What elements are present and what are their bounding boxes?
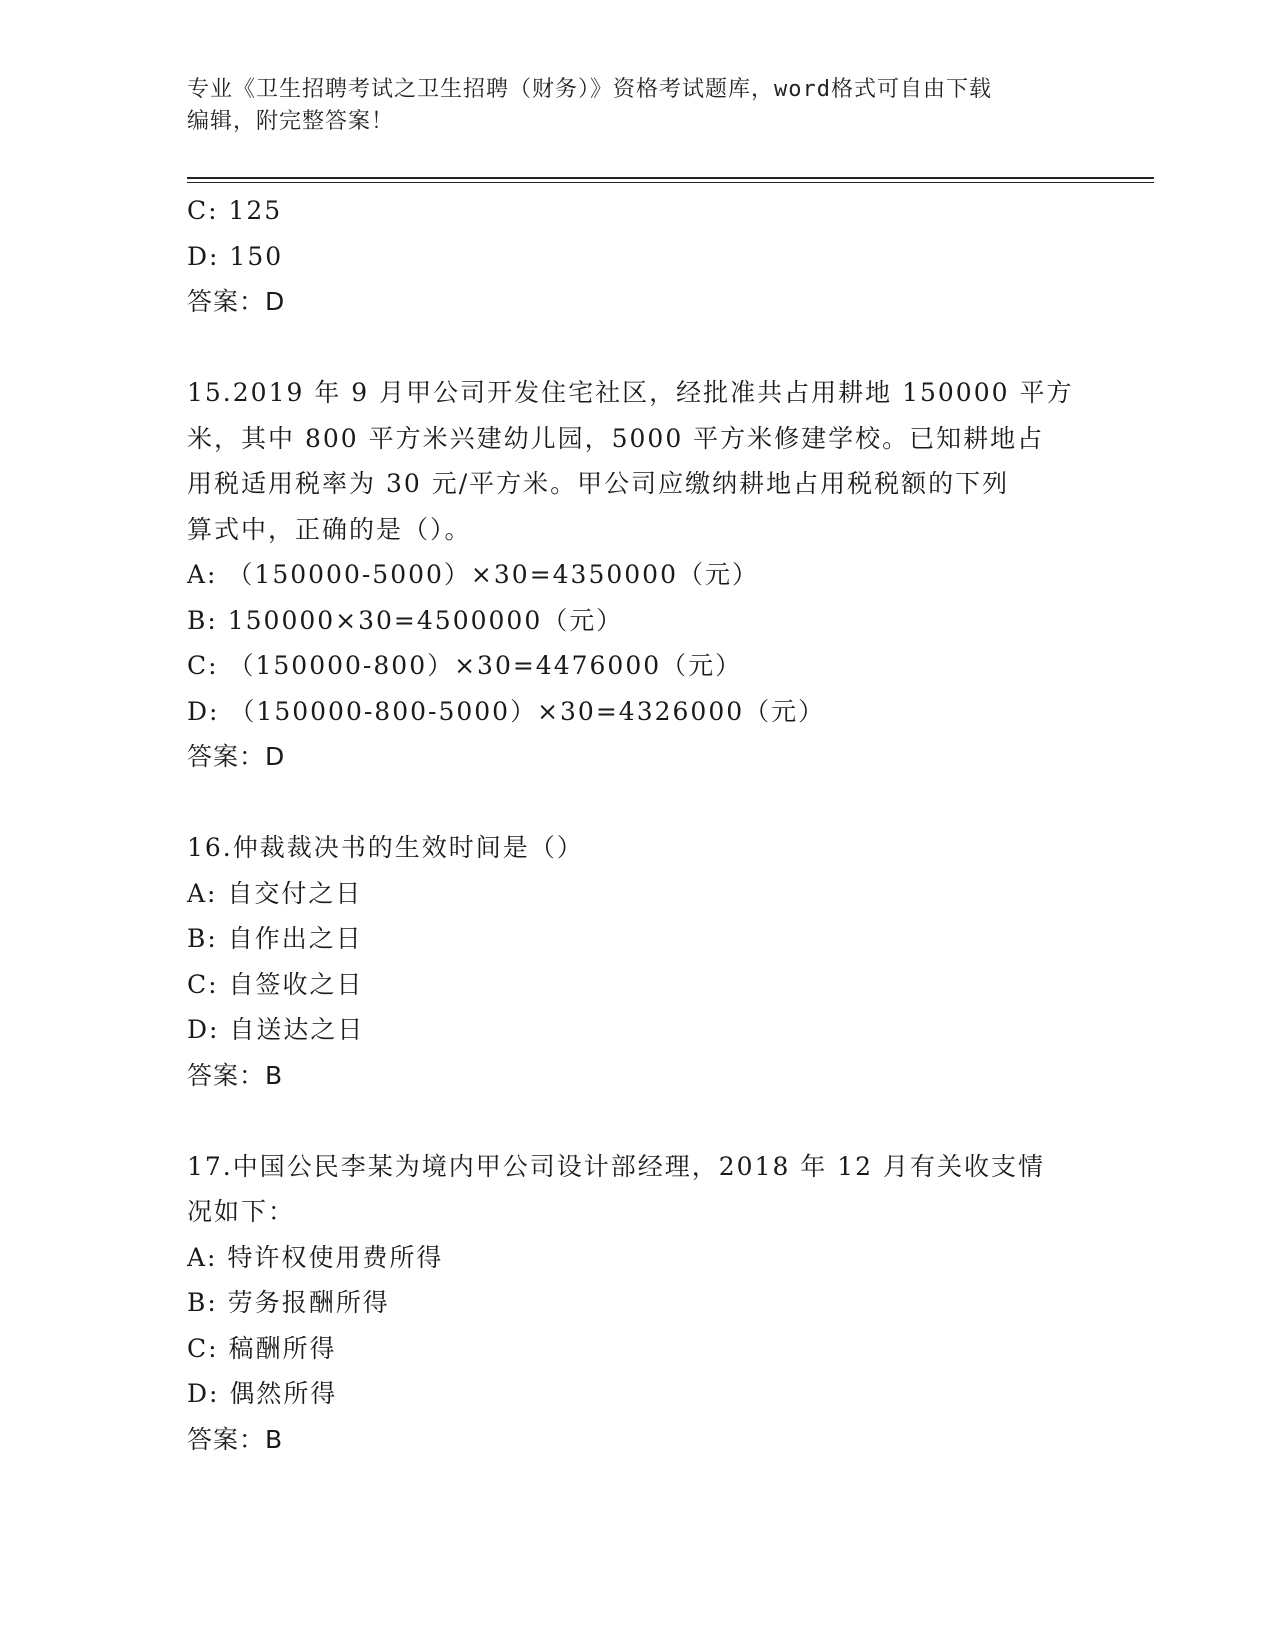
header-line-1: 专业《卫生招聘考试之卫生招聘（财务）》资格考试题库，word格式可自由下载	[187, 77, 992, 102]
option-c: C: 自签收之日	[187, 969, 364, 999]
question-17	[187, 1144, 1087, 1463]
option-c: C: 稿酬所得	[187, 1333, 337, 1363]
question-stem-line: 15.2019 年 9 月甲公司开发住宅社区，经批准共占用耕地 150000 平方	[187, 378, 1074, 407]
answer-line: 答案：B	[187, 1060, 284, 1090]
option-b: B: 150000×30=4500000（元）	[187, 605, 624, 635]
question-list	[187, 188, 1087, 1462]
question-stem-line: 16.仲裁裁决书的生效时间是（）	[187, 833, 584, 862]
spacer	[187, 325, 1087, 371]
option-b: B: 劳务报酬所得	[187, 1288, 390, 1317]
header-divider-thin	[187, 182, 1154, 183]
option-d: D: （150000-800-5000）×30=4326000（元）	[187, 696, 826, 726]
header-divider-thick	[187, 177, 1154, 179]
answer-line: 答案：B	[187, 1424, 284, 1454]
page-header	[187, 74, 1067, 138]
option-c: C: 125	[187, 196, 283, 225]
prev-question	[187, 188, 1087, 325]
question-stem-line: 况如下：	[187, 1197, 296, 1226]
option-d: D: 自送达之日	[187, 1015, 365, 1044]
question-stem-line: 用税适用税率为 30 元/平方米。甲公司应缴纳耕地占用税税额的下列	[187, 469, 1010, 498]
option-a: A: 自交付之日	[187, 878, 363, 908]
answer-line: 答案：D	[187, 742, 286, 771]
question-stem-line: 米，其中 800 平方米兴建幼儿园，5000 平方米修建学校。已知耕地占	[187, 423, 1045, 453]
spacer	[187, 780, 1087, 826]
question-15	[187, 370, 1087, 780]
question-stem-line: 17.中国公民李某为境内甲公司设计部经理，2018 年 12 月有关收支情	[187, 1151, 1046, 1181]
spacer	[187, 1098, 1087, 1144]
option-b: B: 自作出之日	[187, 924, 363, 953]
option-a: A: 特许权使用费所得	[187, 1242, 444, 1272]
option-d: D: 偶然所得	[187, 1379, 338, 1408]
option-a: A: （150000-5000）×30=4350000（元）	[187, 560, 759, 589]
answer-line: 答案：D	[187, 287, 286, 316]
option-d: D: 150	[187, 241, 284, 271]
question-16	[187, 825, 1087, 1098]
question-stem-line: 算式中，正确的是（）。	[187, 514, 472, 544]
option-c: C: （150000-800）×30=4476000（元）	[187, 651, 743, 680]
header-line-2: 编辑，附完整答案！	[187, 109, 395, 134]
